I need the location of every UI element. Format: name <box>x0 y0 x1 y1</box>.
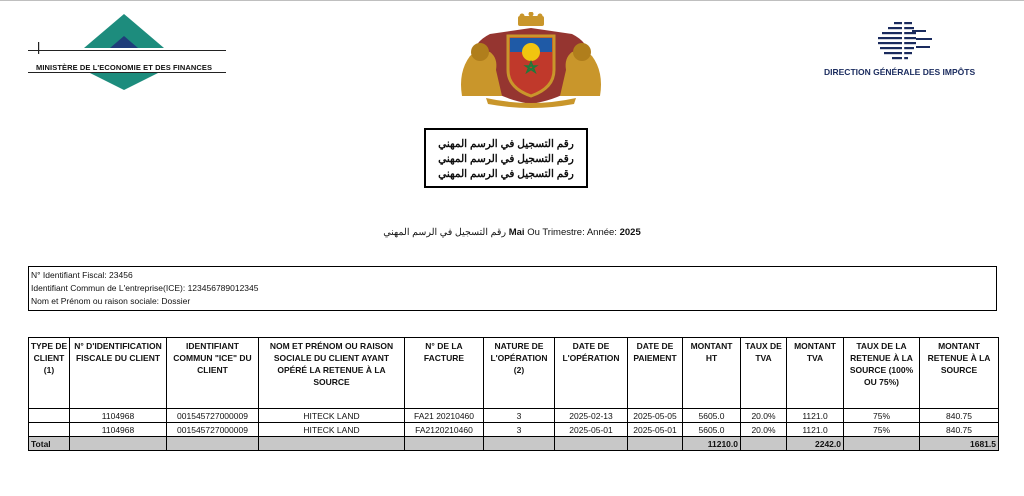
cell: 840.75 <box>920 423 999 437</box>
header-vat-rate: TAUX DE TVA <box>741 338 787 409</box>
cell <box>555 437 628 451</box>
header-vat-amount: MONTANT TVA <box>787 338 844 409</box>
cell: 75% <box>844 409 920 423</box>
arabic-line: رقم التسجيل في الرسم المهني <box>438 153 574 165</box>
dgi-logo <box>822 18 1002 80</box>
table-header-row <box>29 338 999 409</box>
cell: 1121.0 <box>787 409 844 423</box>
header-ice: IDENTIFIANT COMMUN "ICE" DU CLIENT <box>167 338 259 409</box>
cell: 3 <box>484 409 555 423</box>
professional-tax-box <box>424 128 588 188</box>
ministry-logo <box>28 14 228 90</box>
header-invoice-no: N° DE LA FACTURE <box>405 338 484 409</box>
ice-id: Identifiant Commun de L'entreprise(ICE): 123456789012345 <box>31 283 259 293</box>
dgi-globe-icon <box>822 18 1002 66</box>
arabic-line: رقم التسجيل في الرسم المهني <box>438 168 574 180</box>
cell <box>844 437 920 451</box>
table-row <box>29 409 999 423</box>
cell <box>259 437 405 451</box>
header-nature: NATURE DE L'OPÉRATION (2) <box>484 338 555 409</box>
header-withholding-amount: MONTANT RETENUE À LA SOURCE <box>920 338 999 409</box>
cell <box>741 437 787 451</box>
cell <box>484 437 555 451</box>
cell: 20.0% <box>741 409 787 423</box>
period-month: Mai <box>508 227 525 238</box>
cell: 001545727000009 <box>167 409 259 423</box>
header-payment-date: DATE DE PAIEMENT <box>628 338 683 409</box>
cell: 1104968 <box>70 423 167 437</box>
cell: 001545727000009 <box>167 423 259 437</box>
cell: 75% <box>844 423 920 437</box>
ministry-name: MINISTÈRE DE L'ECONOMIE ET DES FINANCES <box>36 63 213 72</box>
cell: 2025-05-05 <box>628 409 683 423</box>
cell <box>405 437 484 451</box>
taxpayer-info-box <box>28 266 997 311</box>
cell: 3 <box>484 423 555 437</box>
header-amount-ht: MONTANT HT <box>683 338 741 409</box>
cell <box>70 437 167 451</box>
cell <box>628 437 683 451</box>
company-name: Nom et Prénom ou raison sociale: Dossier <box>31 296 191 306</box>
fiscal-id: N° Identifiant Fiscal: 23456 <box>31 270 133 280</box>
royal-emblem <box>456 12 606 108</box>
period-label: Ou Trimestre: Année: <box>527 227 617 238</box>
cell: 5605.0 <box>683 409 741 423</box>
dgi-name: DIRECTION GÉNÉRALE DES IMPÔTS <box>824 67 976 77</box>
total-label: Total <box>29 437 70 451</box>
header-operation-date: DATE DE L'OPÉRATION <box>555 338 628 409</box>
cell: 2025-05-01 <box>555 423 628 437</box>
cell <box>167 437 259 451</box>
period-year: 2025 <box>619 227 641 238</box>
header-fiscal-id: N° D'IDENTIFICATION FISCALE DU CLIENT <box>70 338 167 409</box>
cell: 1104968 <box>70 409 167 423</box>
cell: HITECK LAND <box>259 423 405 437</box>
period-arabic: رقم التسجيل في الرسم المهني <box>383 227 507 238</box>
coat-of-arms-icon <box>456 12 606 108</box>
total-amount-ht: 11210.0 <box>683 437 741 451</box>
table-row <box>29 423 999 437</box>
cell: HITECK LAND <box>259 409 405 423</box>
cell: 2025-02-13 <box>555 409 628 423</box>
ministry-rule-top <box>28 50 226 51</box>
header-withholding-rate: TAUX DE LA RETENUE À LA SOURCE (100% OU 75%) <box>844 338 920 409</box>
withholding-table <box>28 337 999 451</box>
cell: 5605.0 <box>683 423 741 437</box>
total-row <box>29 437 999 451</box>
ministry-rule-bottom <box>28 72 226 73</box>
total-withholding-amount: 1681.5 <box>920 437 999 451</box>
total-vat-amount: 2242.0 <box>787 437 844 451</box>
top-border-line <box>0 0 1024 1</box>
cell: 20.0% <box>741 423 787 437</box>
cell <box>29 409 70 423</box>
cell <box>29 423 70 437</box>
ministry-emblem-icon <box>28 14 228 90</box>
arabic-line: رقم التسجيل في الرسم المهني <box>438 138 574 150</box>
cell: FA2120210460 <box>405 423 484 437</box>
period-line <box>0 227 1024 238</box>
cell: 840.75 <box>920 409 999 423</box>
cell: 2025-05-01 <box>628 423 683 437</box>
cell: 1121.0 <box>787 423 844 437</box>
header-client-name: NOM ET PRÉNOM OU RAISON SOCIALE DU CLIENT AYANT OPÉRÉ LA RETENUE À LA SOURCE <box>259 338 405 409</box>
header-type-client: TYPE DE CLIENT (1) <box>29 338 70 409</box>
cell: FA21 20210460 <box>405 409 484 423</box>
